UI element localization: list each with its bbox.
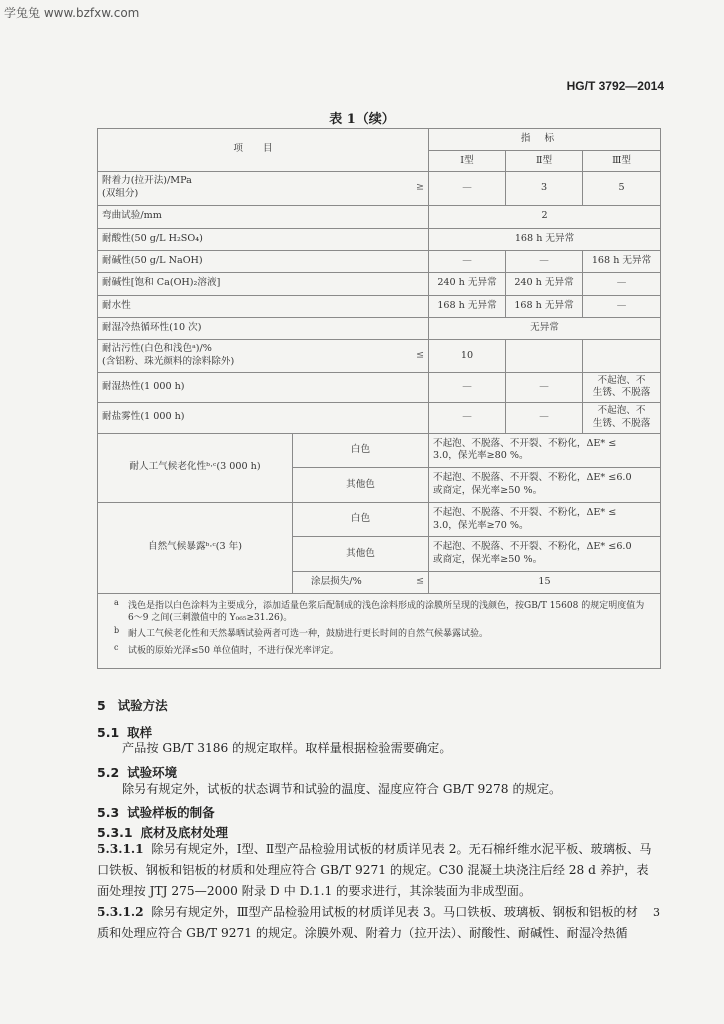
header-type-3: Ⅲ型 [583, 151, 661, 171]
header-item: 项目 [98, 129, 429, 172]
stain-type3 [583, 340, 661, 373]
section-5-heading [97, 696, 168, 714]
section-5-3-number: 5.3 [97, 805, 120, 820]
water-label: 耐水性 [98, 295, 429, 317]
row-stain-label [98, 340, 429, 373]
acid-label: 耐酸性(50 g/L H₂SO₄) [98, 228, 429, 250]
section-5-3-1-number: 5.3.1 [97, 825, 133, 840]
natural-white-label: 白色 [293, 502, 429, 537]
paragraph-5-3-1-2 [97, 902, 642, 944]
natural-white-line1: 不起泡、不脱落、不开裂、不粉化，ΔE* ≤ [433, 506, 617, 518]
natural-other-label: 其他色 [293, 537, 429, 572]
paragraph-5-3-1-1-number: 5.3.1.1 [97, 842, 144, 856]
paragraph-5-1: 产品按 GB/T 3186 的规定取样。取样量根据检验需要确定。 [122, 741, 452, 755]
row-adhesion-label [98, 171, 429, 206]
artificial-white-line1: 不起泡、不脱落、不开裂、不粉化，ΔE* ≤ [433, 437, 617, 449]
standard-code: HG/T 3792—2014 [566, 79, 664, 93]
stain-label-line2: (含铝粉、珠光颜料的涂料除外) [102, 356, 235, 367]
table-notes [98, 594, 661, 669]
natural-other-value [429, 537, 661, 572]
natural-loss-value: 15 [429, 571, 661, 593]
section-5-3-heading [97, 803, 215, 821]
section-5-3-1-title: 底材及底材处理 [140, 825, 229, 840]
artificial-other-line1: 不起泡、不脱落、不开裂、不粉化，ΔE* ≤6.0 [433, 472, 632, 484]
artificial-other-line2: 或商定，保光率≥50 %。 [433, 484, 543, 496]
adhesion-type1: — [429, 171, 506, 206]
note-b [114, 626, 648, 640]
paragraph-5-3-1-2-number: 5.3.1.2 [97, 905, 144, 919]
humid-label: 耐湿热性(1 000 h) [98, 372, 429, 402]
salt-type2: — [506, 403, 583, 433]
natural-loss-symbol: ≤ [415, 576, 424, 588]
artificial-label: 耐人工气候老化性ᵇ·ᶜ(3 000 h) [98, 433, 293, 502]
natural-loss-label-cell [293, 571, 429, 593]
note-a-mark: a [114, 598, 119, 608]
cycle-value: 无异常 [429, 317, 661, 339]
natural-white-line2: 3.0，保光率≥70 %。 [433, 519, 529, 531]
adhesion-symbol: ≥ [415, 181, 424, 193]
adhesion-label-line1: 附着力(拉开法)/MPa [102, 175, 192, 187]
section-5-2-title: 试验环境 [127, 765, 178, 780]
water-type2: 168 h 无异常 [506, 295, 583, 317]
alkali2-type2: 240 h 无异常 [506, 273, 583, 295]
adhesion-type2: 3 [506, 171, 583, 206]
stain-label-line1: 耐沾污性(白色和浅色ᵃ)/% [102, 343, 212, 355]
section-5-1-number: 5.1 [97, 725, 120, 740]
header-index: 指标 [429, 129, 661, 151]
humid-type1: — [429, 372, 506, 402]
note-c-text: 试板的原始光泽≤50 单位值时，不进行保光率评定。 [128, 645, 339, 656]
paragraph-5-3-1-2-text: 除另有规定外，Ⅲ型产品检验用试板的材质详见表 3。马口铁板、玻璃板、钢板和铝板的材质和处理应符合 GB/T 9271 的规定。涂膜外观、附着力（拉开法）、耐酸性、耐碱性、耐湿冷热循 [97, 905, 638, 940]
note-b-mark: b [114, 626, 120, 636]
adhesion-label-line2: (双组分) [102, 188, 139, 200]
section-5-title: 试验方法 [117, 698, 168, 713]
stain-symbol: ≤ [415, 349, 424, 361]
humid-type3-line2: 生锈、不脱落 [592, 387, 651, 399]
salt-type3-line2: 生锈、不脱落 [592, 417, 651, 429]
artificial-white-value [429, 433, 661, 468]
table-title: 表 1（续） [329, 112, 395, 127]
alkali-type2: — [506, 250, 583, 272]
note-b-text: 耐人工气候老化性和天然暴晒试验两者可选一种，鼓励进行更长时间的自然气候暴露试验。 [128, 629, 489, 640]
section-5-1-title: 取样 [127, 725, 153, 740]
natural-loss-label: 涂层损失/% [311, 576, 362, 588]
artificial-white-label: 白色 [293, 433, 429, 468]
stain-type2 [506, 340, 583, 373]
humid-type3 [583, 372, 661, 402]
watermark-text: 学兔兔 www.bzfxw.com [4, 6, 140, 20]
alkali-type1: — [429, 250, 506, 272]
cycle-label: 耐湿冷热循环性(10 次) [98, 317, 429, 339]
alkali-label: 耐碱性(50 g/L NaOH) [98, 250, 429, 272]
section-5-3-title: 试验样板的制备 [127, 805, 215, 820]
alkali2-type3: — [583, 273, 661, 295]
humid-type2: — [506, 372, 583, 402]
artificial-other-label: 其他色 [293, 468, 429, 503]
salt-type1: — [429, 403, 506, 433]
note-c-mark: c [114, 642, 119, 652]
bend-label: 弯曲试验/mm [98, 206, 429, 228]
header-type-1: Ⅰ型 [429, 151, 506, 171]
artificial-white-line2: 3.0，保光率≥80 %。 [433, 450, 529, 462]
paragraph-5-3-1-1 [97, 839, 660, 902]
salt-type3 [583, 403, 661, 433]
stain-type1: 10 [429, 340, 506, 373]
spec-table [97, 128, 661, 669]
note-c [114, 642, 648, 657]
section-5-2-number: 5.2 [97, 765, 120, 780]
paragraph-5-2: 除另有规定外，试板的状态调节和试验的温度、湿度应符合 GB/T 9278 的规定。 [122, 782, 562, 796]
artificial-other-value [429, 468, 661, 503]
humid-type3-line1: 不起泡、不 [597, 374, 646, 386]
salt-label: 耐盐雾性(1 000 h) [98, 403, 429, 433]
natural-other-line1: 不起泡、不脱落、不开裂、不粉化，ΔE* ≤6.0 [433, 541, 632, 553]
natural-other-line2: 或商定，保光率≥50 %。 [433, 554, 543, 566]
paragraph-5-3-1-1-text: 除另有规定外，Ⅰ型、Ⅱ型产品检验用试板的材质详见表 2。无石棉纤维水泥平板、玻璃板、马口铁板、钢板和铝板的材质和处理应符合 GB/T 9271 的规定。C30 混凝土块浇注后经 28 d 养护，表面处理按 JTJ 275—2000 附录 D 中 D.1.1 的要求进行，其涂装面为非成型面。 [97, 842, 652, 898]
natural-label: 自然气候暴露ᵇ·ᶜ(3 年) [98, 502, 293, 593]
header-type-2: Ⅱ型 [506, 151, 583, 171]
bend-value: 2 [429, 206, 661, 228]
alkali-type3: 168 h 无异常 [583, 250, 661, 272]
salt-type3-line1: 不起泡、不 [597, 405, 646, 417]
adhesion-type3: 5 [583, 171, 661, 206]
note-a [114, 598, 648, 624]
water-type1: 168 h 无异常 [429, 295, 506, 317]
water-type3: — [583, 295, 661, 317]
natural-white-value [429, 502, 661, 537]
section-5-number: 5 [97, 698, 106, 713]
note-a-text: 浅色是指以白色涂料为主要成分，添加适量色浆后配制成的浅色涂料形成的涂膜所呈现的浅颜色，按GB/T 15608 的规定明度值为 6～9 之间(三刺激值中的 Y₀₆₅≥31.26)。 [128, 601, 645, 624]
alkali2-label: 耐碱性[饱和 Ca(OH)₂溶液] [98, 273, 429, 295]
acid-value: 168 h 无异常 [429, 228, 661, 250]
page-number: 3 [653, 906, 660, 919]
alkali2-type1: 240 h 无异常 [429, 273, 506, 295]
